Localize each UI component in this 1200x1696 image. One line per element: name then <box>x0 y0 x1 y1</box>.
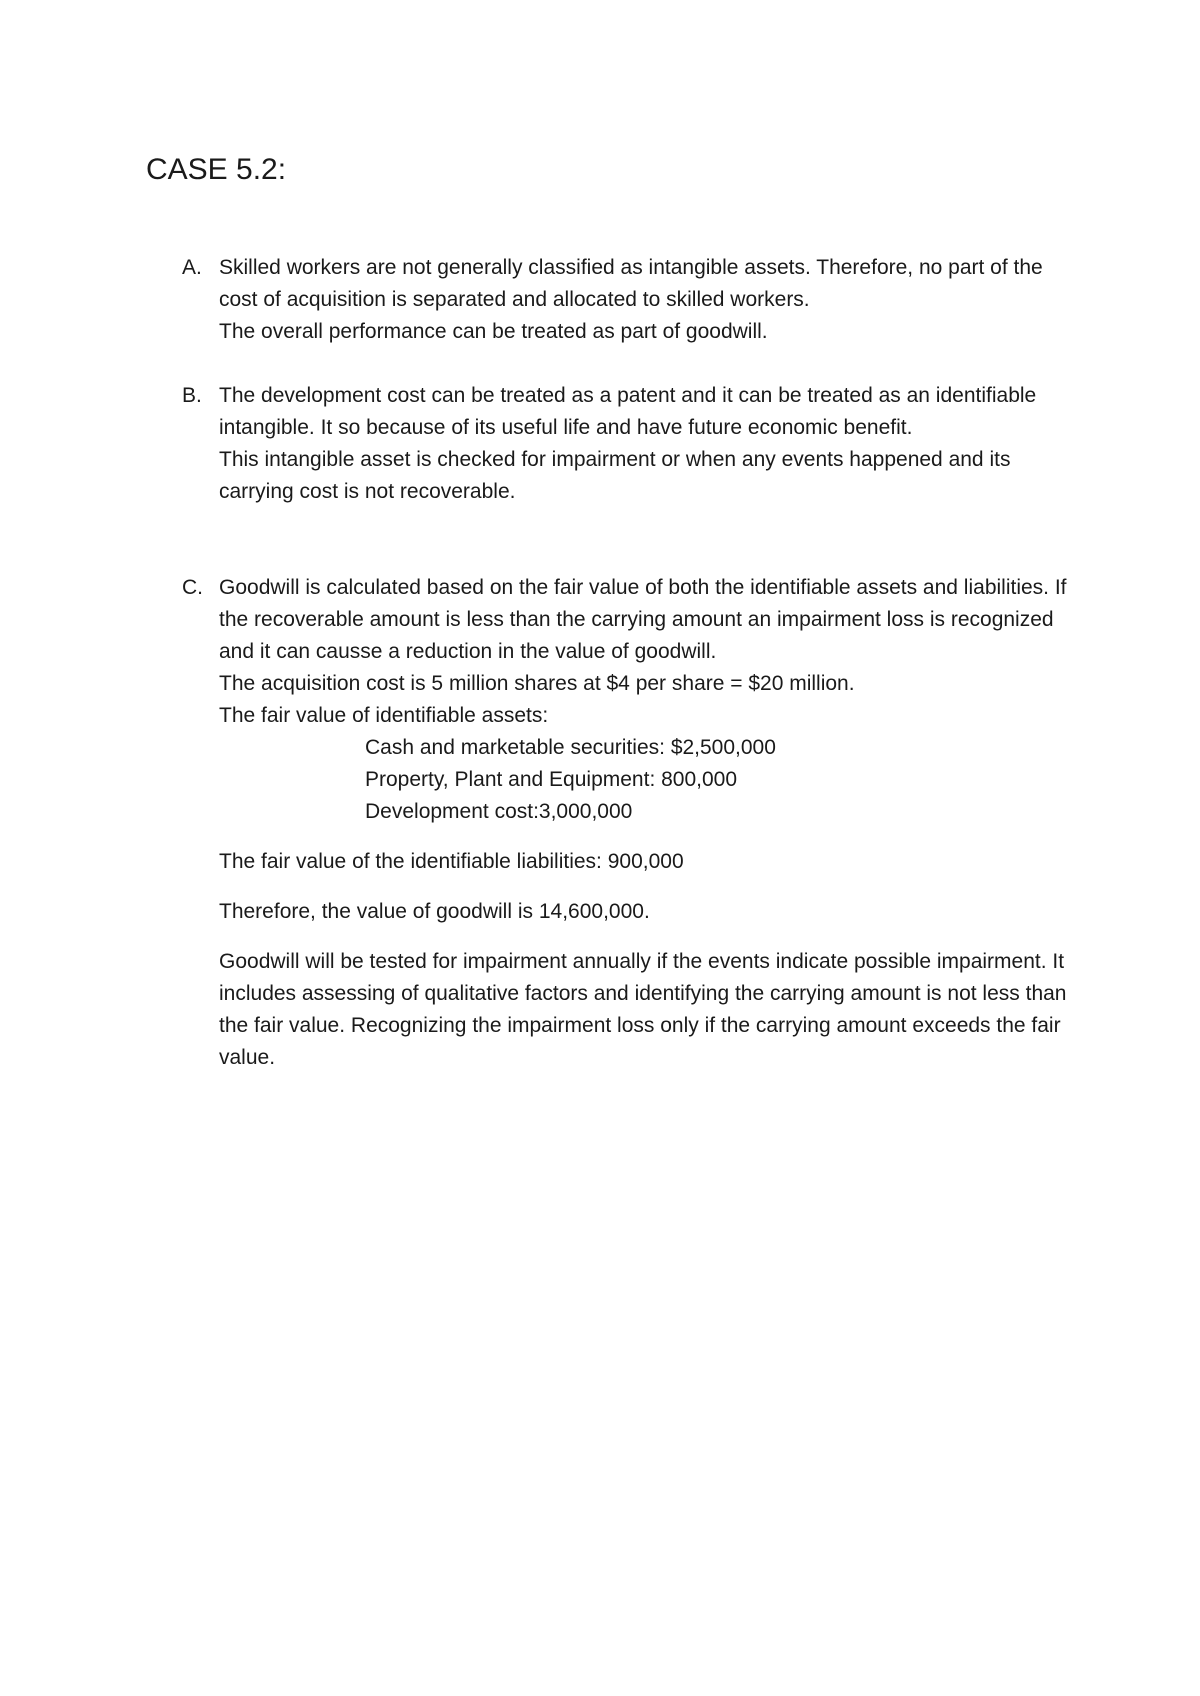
list-marker: C. <box>182 576 203 599</box>
list-item-body <box>219 252 1082 348</box>
list-marker: B. <box>182 384 202 407</box>
case-title: CASE 5.2: <box>146 153 287 186</box>
paragraph: The acquisition cost is 5 million shares at $4 per share = $20 million. <box>219 672 855 695</box>
asset-line: Development cost:3,000,000 <box>365 800 633 823</box>
paragraph: Skilled workers are not generally classified as intangible assets. Therefore, no part of the cost of acquisition is separated and allocated to skilled workers. <box>219 256 1043 311</box>
goodwill-line: Therefore, the value of goodwill is 14,600,000. <box>219 900 650 923</box>
list-item-a <box>182 252 1082 348</box>
asset-line: Property, Plant and Equipment: 800,000 <box>365 768 738 791</box>
paragraph: Goodwill will be tested for impairment annually if the events indicate possible impairment. It includes assessing of qualitative factors and identifying the carrying amount is not less than the fair value. Recognizing the impairment loss only if the carrying amount exceeds the fair value. <box>219 950 1067 1069</box>
paragraph: This intangible asset is checked for impairment or when any events happened and its carrying cost is not recoverable. <box>219 448 1011 503</box>
paragraph: The fair value of identifiable assets: <box>219 704 549 727</box>
paragraph: The overall performance can be treated as part of goodwill. <box>219 320 768 343</box>
asset-line: Cash and marketable securities: $2,500,000 <box>365 736 776 759</box>
list-marker: A. <box>182 256 202 279</box>
paragraph: The development cost can be treated as a patent and it can be treated as an identifiable intangible. It so because of its useful life and have future economic benefit. <box>219 384 1037 439</box>
list-item-c <box>182 572 1082 1074</box>
list-item-body <box>219 380 1082 508</box>
list-item-b <box>182 380 1082 508</box>
liabilities-line: The fair value of the identifiable liabilities: 900,000 <box>219 850 684 873</box>
paragraph: Goodwill is calculated based on the fair value of both the identifiable assets and liabilities. If the recoverable amount is less than the carrying amount an impairment loss is recognized and it can causse a reduction in the value of goodwill. <box>219 576 1067 663</box>
list-item-body <box>219 572 1082 1074</box>
